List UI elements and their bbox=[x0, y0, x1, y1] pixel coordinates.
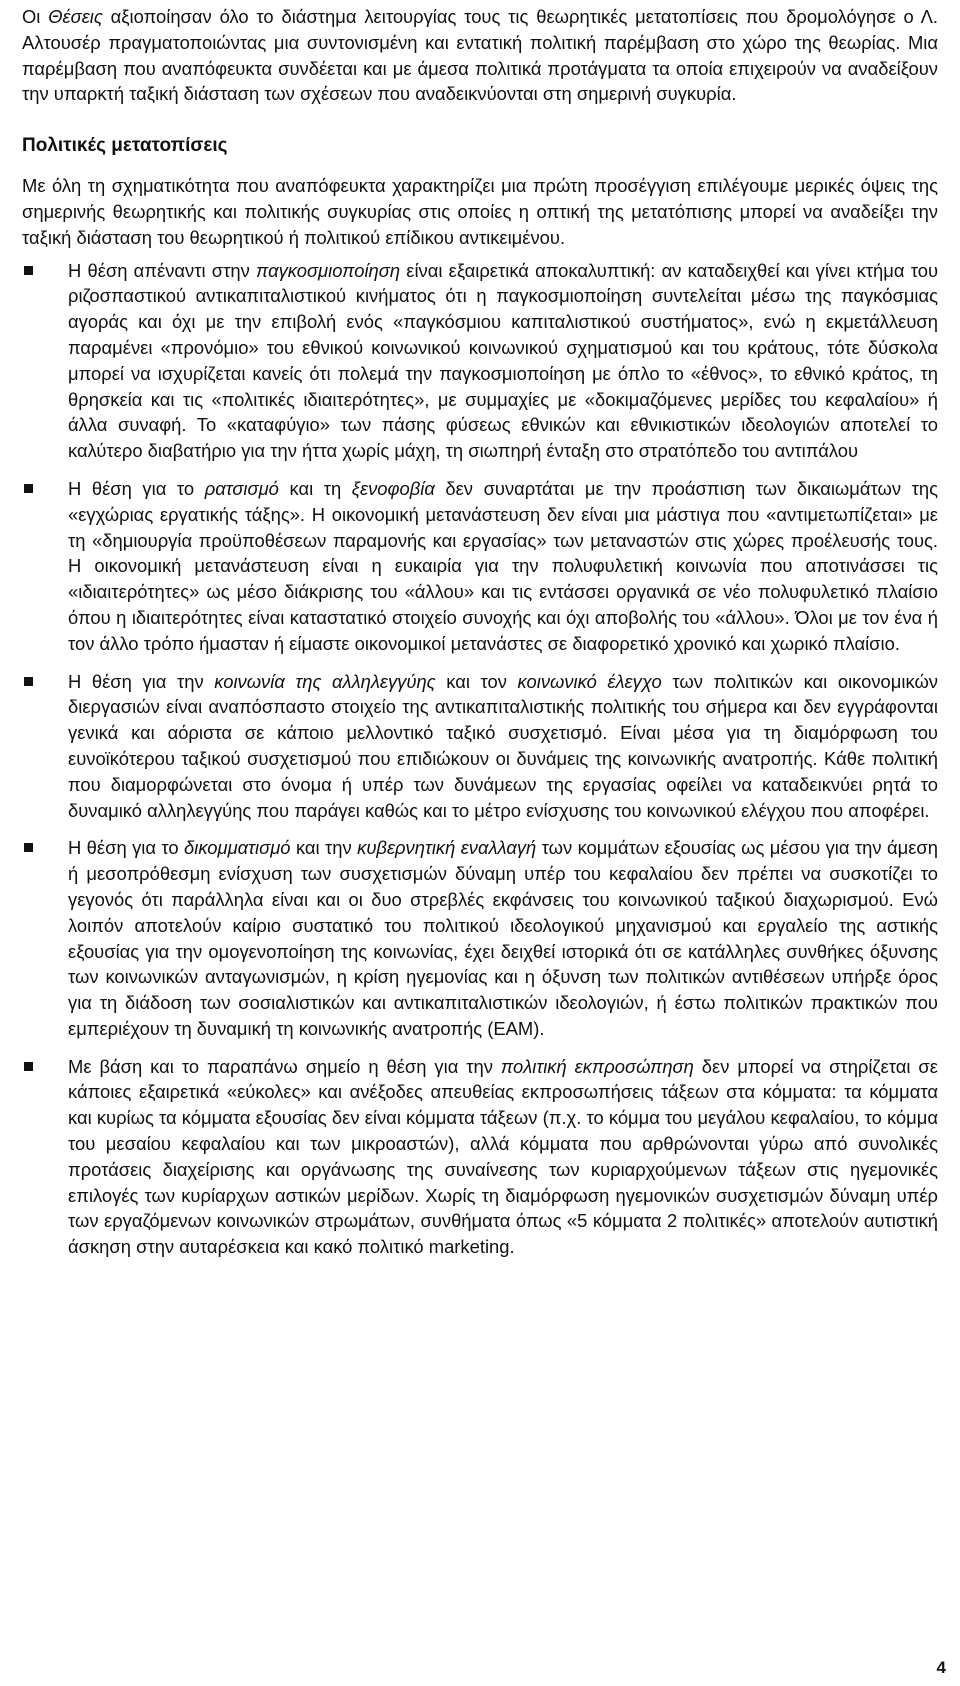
bullet-text: και την bbox=[290, 837, 358, 859]
bullet-italic-term: κοινωνία της αλληλεγγύης bbox=[214, 670, 436, 692]
intro-text-start: Οι bbox=[22, 6, 49, 27]
bullet-text: και τον bbox=[435, 670, 518, 692]
intro-theseis-italic: Θέσεις bbox=[48, 6, 103, 27]
page-number: 4 bbox=[936, 1658, 946, 1677]
square-bullet-icon bbox=[24, 484, 33, 493]
bullet-representation bbox=[22, 1054, 938, 1260]
bullet-italic-term: κοινωνικό έλεγχο bbox=[517, 670, 662, 692]
bullet-text: Η θέση για την bbox=[68, 670, 215, 692]
bullet-text: Με βάση και το παραπάνω σημείο η θέση για την bbox=[68, 1055, 501, 1077]
bullet-text: και τη bbox=[278, 477, 352, 499]
bullet-italic-term: πολιτική εκπροσώπηση bbox=[500, 1055, 694, 1077]
bullet-italic-term: δικομματισμό bbox=[184, 837, 291, 859]
bullet-bipartisanship bbox=[22, 835, 938, 1041]
bullet-racism bbox=[22, 476, 938, 657]
square-bullet-icon bbox=[24, 843, 33, 852]
square-bullet-icon bbox=[24, 677, 33, 686]
bullet-text: των πολιτικών και οικονομικών διεργασιών είναι αναπόσπαστο στοιχείο της αντικαπιταλιστικής πολιτικής του σήμερα και δεν εγγράφονται γενικά και αόριστα σε κάποιο μελλοντικό ταξικό συσχετισμό. Είναι μέσα για τη διαμόρφωση του ευνοϊκότερου ταξικού συσχετισμού που επιδιώκουν οι δυνάμεις της κοινωνικής ανατροπής. Κάθε πολιτική που διαμορφώνεται στο όνομα ή υπέρ των δυνάμεων της εργασίας οφείλει να καταδεικνύει ρητά το δυναμικό αλληλεγγύης που παράγει καθώς και το μέτρο ενίσχυσης του κοινωνικού ελέγχου που αποφέρει. bbox=[68, 670, 938, 821]
bullet-solidarity bbox=[22, 669, 938, 824]
bullet-italic-term: ρατσισμό bbox=[204, 477, 279, 499]
bullet-text: Η θέση απέναντι στην bbox=[68, 259, 257, 281]
bullet-text: των κομμάτων εξουσίας ως μέσου για την άμεση ή μεσοπρόθεσμη ενίσχυση των συσχετισμών δύναμη υπέρ του κεφαλαίου δεν πρέπει να συσκοτίζει το γεγονός ότι παράλληλα είναι και οι δυο στρεβλές εκφάνσεις του κοινωνικού ταξικού διαχωρισμού. Ενώ λοιπόν αποτελούν καίριο συστατικό του πολιτικού ιδεολογικού μηχανισμού και εργαλείο της αστικής εξουσίας για την ομογενοποίηση της κοινωνίας, έχει δειχθεί ιστορικά ότι σε κατάλληλες συνθήκες όξυνσης των κοινωνικών ανταγωνισμών, η κρίση ηγεμονίας και η όξυνση των πολιτικών αντιθέσεων υπήρξε όρος για τη διάδοση των σοσιαλιστικών και αντικαπιταλιστικών ιδεολογιών, ή έστω πολιτικών πρακτικών που εμπεριέχουν τη δυναμική τη κοινωνικής ανατροπής (ΕΑΜ). bbox=[68, 837, 938, 1039]
bullet-text: Η θέση για το bbox=[68, 837, 185, 859]
square-bullet-icon bbox=[24, 1062, 33, 1071]
bullet-italic-term: ξενοφοβία bbox=[351, 477, 435, 499]
bullet-italic-term: παγκοσμιοποίηση bbox=[256, 259, 401, 281]
square-bullet-icon bbox=[24, 266, 33, 275]
bullet-text: δεν μπορεί να στηρίζεται σε κάποιες εξαιρετικά «εύκολες» και ανέξοδες απευθείας εκπροσωπήσεις τάξεων στα κόμματα: τα κόμματα και κυρίως τα κόμματα εξουσίας δεν είναι κόμματα τάξεων (π.χ. το κόμμα του μεγάλου κεφαλαίου, το κόμμα του μεσαίου κεφαλαίου και των μικροαστών), αλλά κόμματα που αρθρώνονται γύρω από συνολικές προτάσεις διαχείρισης και οργάνωσης της συναίνεσης των κυριαρχούμενων τάξεων στις ηγεμονικές επιλογές των κυρίαρχων αστικών μερίδων. Χωρίς τη διαμόρφωση ηγεμονικών συσχετισμών δύναμη υπέρ των εργαζόμενων κοινωνικών στρωμάτων, συνθήματα όπως «5 κόμματα 2 πολιτικές» αποτελούν αυτιστική άσκηση στην αυταρέσκεια και κακό πολιτικό marketing. bbox=[68, 1055, 938, 1258]
bullet-text: δεν συναρτάται με την προάσπιση των δικαιωμάτων της «εγχώριας εργατικής τάξης». Η οικονομική μετανάστευση δεν είναι μια μάστιγα που «αντιμετωπίζεται» με τη «δημιουργία προϋποθέσεων παραμονής και εργασίας» των μεταναστών στις χώρες προέλευσής τους. Η οικονομική μετανάστευση είναι η ευκαιρία για την πολυφυλετική κοινωνία που αποτινάσσει τις «ιδιαιτερότητες» ως μέσο διάκρισης του «άλλου» και τις εντάσσει οργανικά σε νέο πολυφυλετικό πλαίσιο όπου η ιδιαιτερότητες είναι καταστατικό στοιχείο συνοχής και όχι αποβολής του «άλλου». Όλοι με τον ένα ή τον άλλο τρόπο ήμασταν ή είμαστε οικονομικοί μετανάστες σε διαφορετικό χρονικό και χωρικό πλαίσιο. bbox=[68, 477, 938, 654]
bullet-text: Η θέση για το bbox=[68, 477, 205, 499]
section-heading: Πολιτικές μετατοπίσεις bbox=[22, 135, 228, 157]
intro-paragraph bbox=[22, 4, 938, 107]
bullet-list bbox=[22, 258, 938, 1260]
bullet-text: είναι εξαιρετικά αποκαλυπτική: αν καταδειχθεί και γίνει κτήμα του ριζοσπαστικού αντικαπιταλιστικού κινήματος ότι η παγκοσμιοποίηση συντελείται μέσω της παγκόσμιας αγοράς και όχι με την επιβολή ενός «παγκόσμιου καπιταλιστικού συστήματος», ενώ η εκμετάλλευση παραμένει «προνόμιο» του εθνικού κοινωνικού κοινωνικού σχηματισμού και του κράτους, τότε δύσκολα μπορεί να ισχυρίζεται κανείς ότι πολεμά την παγκοσμιοποίηση με όπλο το «έθνος», το εθνικό κράτος, τη θρησκεία και τις «πολιτικές ιδιαιτερότητες», με συμμαχίες με «δοκιμαζόμενες μερίδες του κεφαλαίου» ή άλλα συναφή. Το «καταφύγιο» των πάσης φύσεως εθνικών και εθνικιστικών ιδεολογιών αποτελεί το καλύτερο διαβατήριο για την ήττα χωρίς μάχη, τη σιωπηρή ένταξη στο στρατόπεδο του αντιπάλου bbox=[68, 259, 938, 462]
section-body-paragraph: Με όλη τη σχηματικότητα που αναπόφευκτα χαρακτηρίζει μια πρώτη προσέγγιση επιλέγουμε μερικές όψεις της σημερινής θεωρητικής και πολιτικής συγκυρίας στις οποίες η οπτική της μετατόπισης μπορεί να αναδείξει την ταξική διάσταση του θεωρητικού ή πολιτικού επίδικου αντικειμένου. bbox=[22, 175, 938, 248]
intro-text-rest: αξιοποίησαν όλο το διάστημα λειτουργίας τους τις θεωρητικές μετατοπίσεις που δρομολόγησε ο Λ. Αλτουσέρ πραγματοποιώντας μια συντονισμένη και εντατική πολιτική παρέμβαση στο χώρο της θεωρίας. Μια παρέμβαση που αναπόφευκτα συνδέεται και με άμεσα πολιτικά προτάγματα τα οποία επιχειρούν να αναδείξουν την υπαρκτή ταξική διάσταση των σχέσεων που αναδεικνύονται στη σημερινή συγκυρία. bbox=[22, 6, 938, 105]
bullet-italic-term: κυβερνητική εναλλαγή bbox=[357, 837, 537, 859]
bullet-globalization bbox=[22, 258, 938, 464]
